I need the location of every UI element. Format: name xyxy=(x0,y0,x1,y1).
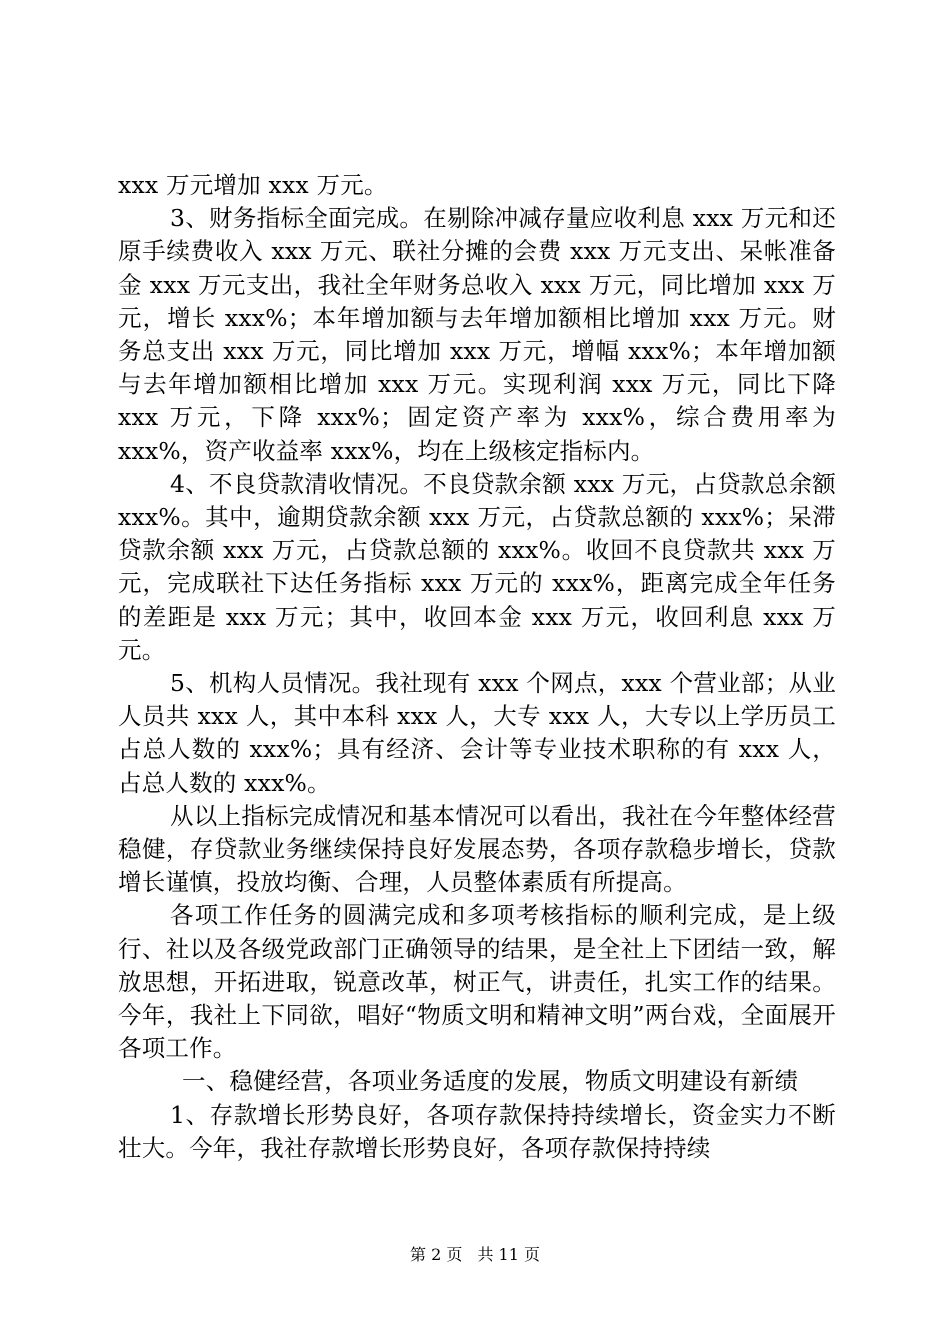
section-heading: 一、稳健经营，各项业务适度的发展，物质文明建设有新绩 xyxy=(182,1067,799,1096)
paragraph-nonperforming-loans: 4、不良贷款清收情况。不良贷款余额 xxx 万元，占贷款总余额 xxx%。其中，逾期贷款余额 xxx 万元，占贷款总额的 xxx%；呆滞贷款余额 xxx 万元，占贷款总额的 xxx%。收回不良贷款共 xxx 万元，完成联社下达任务指标 xxx 万元的 xxx%，距离完成全年任务的差距是 xxx 万元；其中，收回本金 xxx 万元，收回利息 xxx 万元。 xyxy=(118,469,836,664)
document-body xyxy=(118,169,836,1165)
paragraph-summary: 从以上指标完成情况和基本情况可以看出，我社在今年整体经营稳健，存贷款业务继续保持良好发展态势，各项存款稳步增长，贷款增长谨慎，投放均衡、合理，人员整体素质有所提高。 xyxy=(118,801,836,897)
page-footer xyxy=(0,1242,950,1265)
page-number: 第 2 页 xyxy=(410,1245,463,1264)
paragraph-financial-indicators: 3、财务指标全面完成。在剔除冲减存量应收利息 xxx 万元和还原手续费收入 xxx 万元、联社分摊的会费 xxx 万元支出、呆帐准备金 xxx 万元支出，我社全年财务总收入 xxx 万元，同比增加 xxx 万元，增长 xxx%；本年增加额与去年增加额相比增加 xxx 万元。财务总支出 xxx 万元，同比增加 xxx 万元，增幅 xxx%；本年增加额与去年增加额相比增加 xxx 万元。实现利润 xxx 万元，同比下降 xxx 万元，下降 xxx%；固定资产率为 xxx%，综合费用率为 xxx%，资产收益率 xxx%，均在上级核定指标内。 xyxy=(118,204,836,465)
paragraph-staff-situation: 5、机构人员情况。我社现有 xxx 个网点，xxx 个营业部；从业人员共 xxx 人，其中本科 xxx 人，大专 xxx 人，大专以上学历员工占总人数的 xxx%；具有经济、会计等专业技术职称的有 xxx 人，占总人数的 xxx%。 xyxy=(118,669,836,797)
page-total: 共 11 页 xyxy=(477,1245,540,1264)
paragraph-achievements: 各项工作任务的圆满完成和多项考核指标的顺利完成，是上级行、社以及各级党政部门正确领导的结果，是全社上下团结一致，解放思想，开拓进取，锐意改革，树正气，讲责任，扎实工作的结果。今年，我社上下同欲，唱好“物质文明和精神文明”两台戏，全面展开各项工作。 xyxy=(118,901,836,1063)
paragraph-continuation: xxx 万元增加 xxx 万元。 xyxy=(118,171,388,199)
paragraph-deposit-growth: 1、存款增长形势良好，各项存款保持持续增长，资金实力不断壮大。今年，我社存款增长形势良好，各项存款保持持续 xyxy=(118,1100,836,1162)
